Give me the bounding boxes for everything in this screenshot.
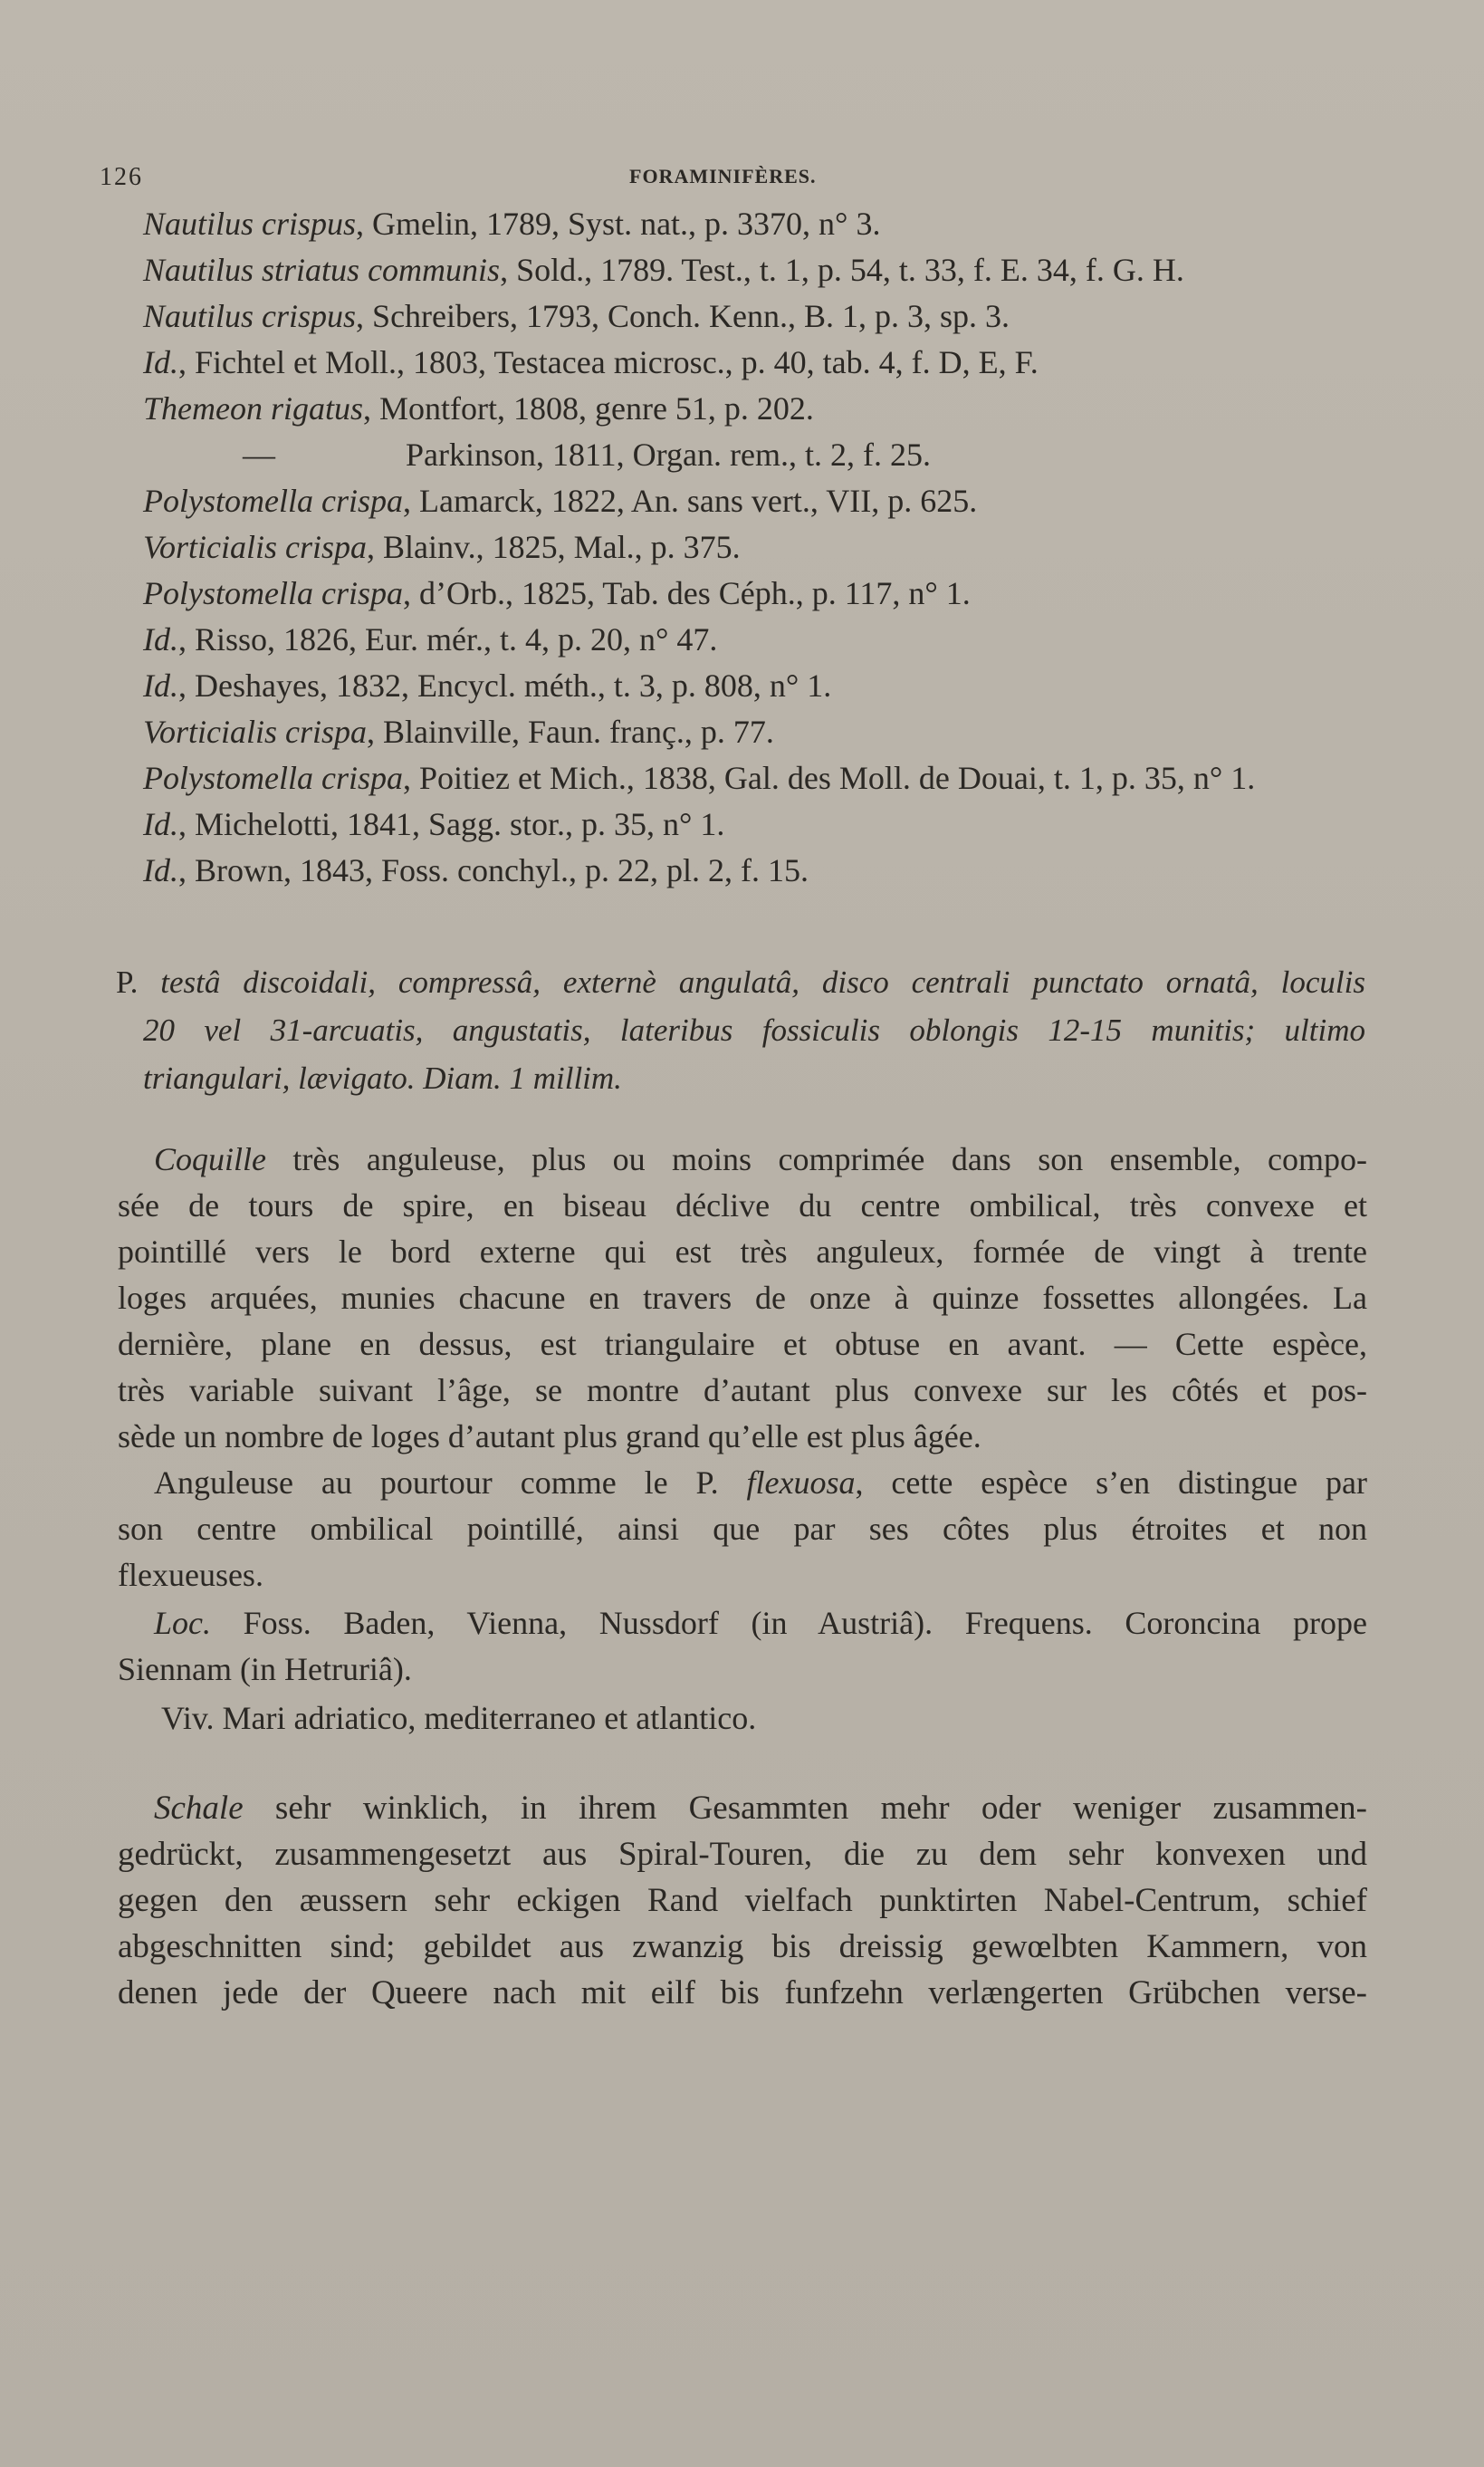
- line-text: Foss. Baden, Vienna, Nussdorf (in Austriâ). Frequens. Coroncina prope: [211, 1605, 1367, 1641]
- synonymy-entry: [143, 340, 1402, 386]
- synonymy-entry: [143, 802, 1402, 848]
- paragraph-line: [118, 1183, 1367, 1229]
- taxon-name: Id.: [143, 806, 178, 842]
- taxon-name: Polystomella crispa: [143, 483, 403, 519]
- synonymy-entry: [143, 386, 1402, 432]
- taxon-name: Id.: [143, 344, 178, 380]
- taxon-name: Id.: [143, 852, 178, 888]
- line-text: dernière, plane en dessus, est triangulaire et obtuse en avant. — Cette espèce,: [118, 1326, 1367, 1362]
- line-text: pointillé vers le bord externe qui est très anguleux, formée de vingt à trente: [118, 1234, 1367, 1270]
- diagnosis-text: triangulari, lævigato. Diam. 1 millim.: [143, 1061, 622, 1096]
- reference: , d’Orb., 1825, Tab. des Céph., p. 117, n° 1.: [402, 575, 971, 611]
- synonymy-entry: [143, 663, 1402, 709]
- taxon-name: Vorticialis crispa: [143, 529, 368, 565]
- synonymy-entry: [143, 247, 1402, 293]
- reference: , Michelotti, 1841, Sagg. stor., p. 35, n° 1.: [178, 806, 725, 842]
- synonymy-entry: [143, 201, 1402, 247]
- reference: , Brown, 1843, Foss. conchyl., p. 22, pl. 2, f. 15.: [178, 852, 809, 888]
- paragraph-line: [118, 1785, 1367, 1831]
- paragraph-line: [118, 1600, 1367, 1646]
- reference: , Poitiez et Mich., 1838, Gal. des Moll. de Douai, t. 1, p. 35, n° 1.: [402, 760, 1256, 796]
- synonymy-entry: [143, 755, 1402, 802]
- paragraph-line: [118, 1229, 1367, 1275]
- term: Coquille: [154, 1141, 266, 1177]
- taxon-name: Themeon rigatus: [143, 390, 363, 427]
- paragraph-line: [118, 1646, 1367, 1693]
- synonymy-entry: [143, 293, 1402, 340]
- line-text: sehr winklich, in ihrem Gesammten mehr oder weniger zusammen-: [243, 1790, 1367, 1827]
- line-text: gegen den æussern sehr eckigen Rand vielfach punktirten Nabel-Centrum, schief: [118, 1882, 1367, 1919]
- page-header: [100, 163, 1367, 199]
- line-text: Anguleuse au pourtour comme le P.: [154, 1464, 747, 1501]
- taxon-name: Polystomella crispa: [143, 575, 403, 611]
- running-title: FORAMINIFÈRES.: [629, 165, 817, 187]
- latin-diagnosis: [116, 958, 1365, 1102]
- reference: , Sold., 1789. Test., t. 1, p. 54, t. 33, f. E. 34, f. G. H.: [500, 252, 1184, 288]
- line-text: loges arquées, munies chacune en travers de onze à quinze fossettes allongées. La: [118, 1280, 1367, 1316]
- synonymy-entry: [143, 478, 1402, 524]
- genus-abbrev: P.: [116, 965, 139, 1000]
- reference: , Deshayes, 1832, Encycl. méth., t. 3, p. 808, n° 1.: [178, 667, 832, 704]
- reference: , Blainville, Faun. franç., p. 77.: [367, 714, 774, 750]
- line-text: , cette espèce s’en distingue par: [855, 1464, 1367, 1501]
- diagnosis-text: 20 vel 31-arcuatis, angustatis, lateribus fossiculis oblongis 12-15 munitis; ultimo: [143, 1013, 1365, 1048]
- paragraph-line: [118, 1506, 1367, 1552]
- line-text: Siennam (in Hetruriâ).: [118, 1651, 412, 1687]
- synonymy-entry: [143, 432, 1402, 478]
- line-text: très anguleuse, plus ou moins comprimée dans son ensemble, compo-: [266, 1141, 1367, 1177]
- french-description: [118, 1137, 1367, 1598]
- line-text: sée de tours de spire, en biseau déclive du centre ombilical, très convexe et: [118, 1187, 1367, 1224]
- paragraph-line: [118, 1368, 1367, 1414]
- viv-note: Viv. Mari adriatico, mediterraneo et atlantico.: [161, 1700, 757, 1736]
- locality-notes: [118, 1600, 1367, 1693]
- paragraph-line: [118, 1552, 1367, 1598]
- taxon-name: Id.: [143, 667, 178, 704]
- synonymy-entry: [143, 524, 1402, 571]
- taxon-name: Id.: [143, 621, 178, 658]
- paragraph-line: [118, 1924, 1367, 1970]
- synonymy-entry: [143, 571, 1402, 617]
- reference: , Schreibers, 1793, Conch. Kenn., B. 1, p. 3, sp. 3.: [356, 298, 1010, 334]
- paragraph-line: [118, 1414, 1367, 1460]
- line-text: très variable suivant l’âge, se montre d’autant plus convexe sur les côtés et pos-: [118, 1372, 1367, 1408]
- paragraph-line: [118, 1137, 1367, 1183]
- reference: , Risso, 1826, Eur. mér., t. 4, p. 20, n° 47.: [178, 621, 718, 658]
- line-text: abgeschnitten sind; gebildet aus zwanzig bis dreissig gewœlbten Kammern, von: [118, 1928, 1367, 1965]
- reference: , Blainv., 1825, Mal., p. 375.: [367, 529, 741, 565]
- diagnosis-line: [116, 1054, 1365, 1102]
- line-text: sède un nombre de loges d’autant plus grand qu’elle est plus âgée.: [118, 1418, 981, 1454]
- diagnosis-line: [116, 958, 1365, 1006]
- taxon-name: Nautilus crispus: [143, 298, 357, 334]
- paragraph-line: [118, 1460, 1367, 1506]
- diagnosis-text: testâ discoidali, compressâ, externè angulatâ, disco centrali punctato ornatâ, loculis: [138, 965, 1365, 1000]
- page-number: 126: [100, 163, 143, 191]
- reference: , Lamarck, 1822, An. sans vert., VII, p. 625.: [402, 483, 978, 519]
- synonymy-list: [143, 201, 1402, 894]
- reference: Parkinson, 1811, Organ. rem., t. 2, f. 25.: [406, 437, 931, 473]
- paragraph-line: [118, 1877, 1367, 1924]
- taxon-name: Vorticialis crispa: [143, 714, 368, 750]
- paragraph-line: [118, 1970, 1367, 2016]
- line-text: flexueuses.: [118, 1557, 263, 1593]
- reference: , Fichtel et Moll., 1803, Testacea microsc., p. 40, tab. 4, f. D, E, F.: [178, 344, 1039, 380]
- line-text: gedrückt, zusammengesetzt aus Spiral-Touren, die zu dem sehr konvexen und: [118, 1836, 1367, 1873]
- line-text: denen jede der Queere nach mit eilf bis funfzehn verlængerten Grübchen verse-: [118, 1974, 1367, 2011]
- synonymy-entry: [143, 848, 1402, 894]
- synonymy-entry: [143, 617, 1402, 663]
- taxon-name: Nautilus crispus: [143, 206, 357, 242]
- taxon-name: Polystomella crispa: [143, 760, 403, 796]
- diagnosis-line: [116, 1006, 1365, 1054]
- synonymy-entry: [143, 709, 1402, 755]
- line-text: son centre ombilical pointillé, ainsi que par ses côtes plus étroites et non: [118, 1511, 1367, 1547]
- reference: , Gmelin, 1789, Syst. nat., p. 3370, n° 3.: [356, 206, 881, 242]
- reference: , Montfort, 1808, genre 51, p. 202.: [363, 390, 814, 427]
- taxon-name: Nautilus striatus communis: [143, 252, 501, 288]
- paragraph-line: [118, 1831, 1367, 1877]
- paragraph-line: [118, 1321, 1367, 1368]
- paragraph-line: [118, 1275, 1367, 1321]
- species-name: flexuosa: [746, 1464, 856, 1501]
- term: Schale: [154, 1790, 244, 1827]
- ditto-dash: —: [243, 437, 275, 473]
- loc-label: Loc.: [154, 1605, 211, 1641]
- german-description: [118, 1785, 1367, 2016]
